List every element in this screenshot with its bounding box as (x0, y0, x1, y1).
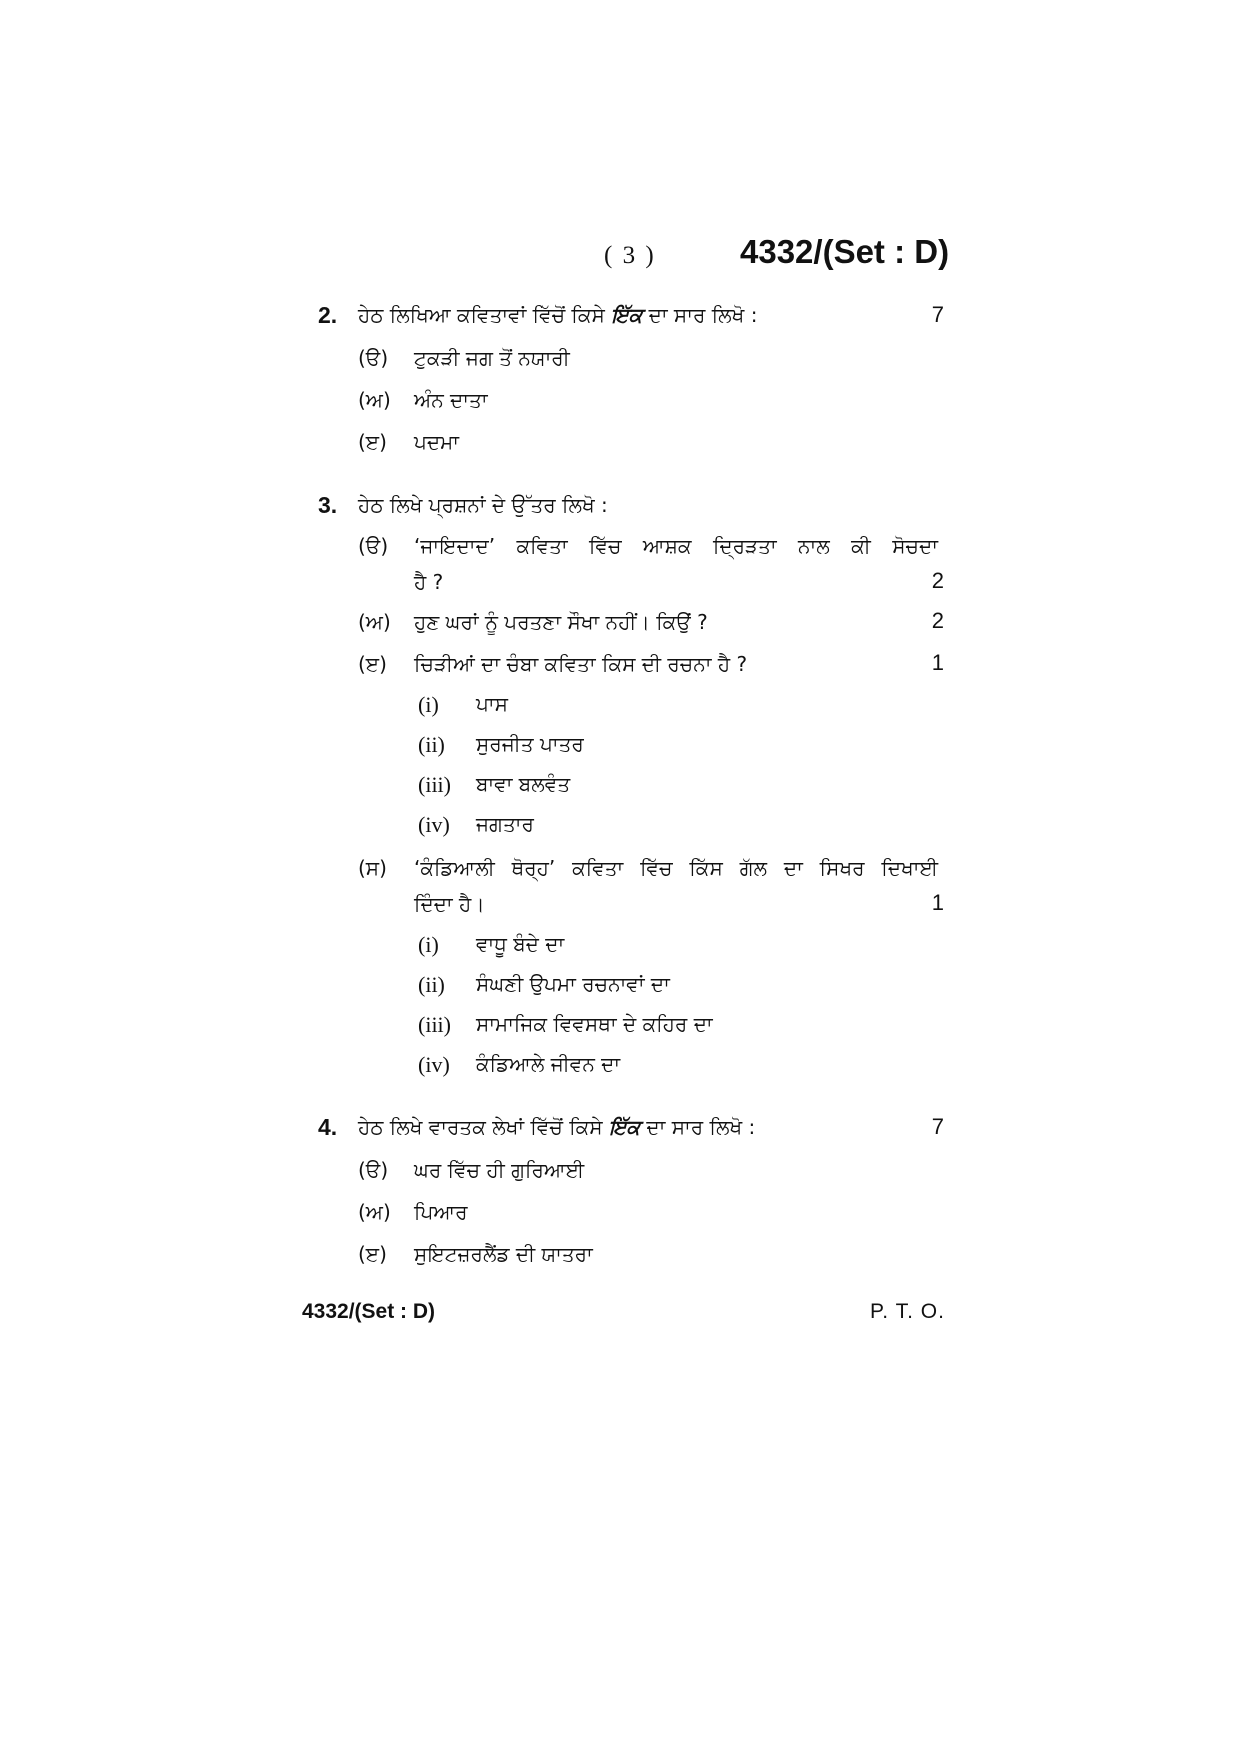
q3-part-label: (ਸ) (358, 856, 387, 880)
question-4-text (358, 1115, 755, 1139)
q2-option-text: ਅੰਨ ਦਾਤਾ (414, 388, 488, 412)
question-2-text-before: ਹੇਠ ਲਿਖਿਆ ਕਵਿਤਾਵਾਂ ਵਿੱਚੋਂ ਕਿਸੇ (358, 303, 605, 327)
choice-number: (iii) (418, 772, 451, 797)
q3-part-text: ਚਿੜੀਆਂ ਦਾ ਚੰਬਾ ਕਵਿਤਾ ਕਿਸ ਦੀ ਰਚਨਾ ਹੈ ? (414, 652, 748, 676)
q3-part-text: ਹੁਣ ਘਰਾਂ ਨੂੰ ਪਰਤਣਾ ਸੌਖਾ ਨਹੀਂ। ਕਿਉਂ ? (414, 610, 708, 634)
q4-option-text: ਸੁਇਟਜ਼ਰਲੈਂਡ ਦੀ ਯਾਤਰਾ (414, 1242, 593, 1266)
q4-option-text: ਘਰ ਵਿੱਚ ਹੀ ਗੁਰਿਆਈ (414, 1158, 585, 1182)
choice-number: (i) (418, 932, 439, 957)
choice-text: ਸੰਘਣੀ ਉਪਮਾ ਰਚਨਾਵਾਂ ਦਾ (476, 972, 670, 996)
q2-option-text: ਟੁਕੜੀ ਜਗ ਤੋਂ ਨਯਾਰੀ (414, 346, 570, 370)
question-2-number: 2. (318, 302, 338, 328)
q2-option-text: ਪਦਮਾ (414, 430, 460, 454)
question-2-marks: 7 (931, 302, 944, 327)
choice-text: ਸਾਮਾਜਿਕ ਵਿਵਸਥਾ ਦੇ ਕਹਿਰ ਦਾ (476, 1012, 713, 1036)
q2-option-label: (ੲ) (358, 430, 387, 454)
page-number: ( 3 ) (604, 242, 656, 269)
q2-option-label: (ੳ) (358, 346, 389, 370)
q3-part-marks: 1 (931, 890, 944, 915)
q4-option-label: (ੲ) (358, 1242, 387, 1266)
q3-part-label: (ੳ) (358, 534, 389, 558)
choice-number: (i) (418, 692, 439, 717)
choice-text: ਕੰਡਿਆਲੇ ਜੀਵਨ ਦਾ (476, 1052, 621, 1076)
q3-part-marks: 2 (931, 608, 944, 633)
q3-part-text: ‘ਕੰਡਿਆਲੀ ਥੋਰ੍ਹ’ ਕਵਿਤਾ ਵਿੱਚ ਕਿੱਸ ਗੱਲ ਦਾ ਸਿਖਰ ਦਿਖਾਈ (414, 856, 938, 880)
question-2-text-after: ਦਾ ਸਾਰ ਲਿਖੋ : (648, 303, 758, 327)
q3-part-text: ‘ਜਾਇਦਾਦ’ ਕਵਿਤਾ ਵਿੱਚ ਆਸ਼ਕ ਦ੍ਰਿੜਤਾ ਨਾਲ ਕੀ ਸੋਚਦਾ (414, 534, 938, 558)
q4-option-label: (ਅ) (358, 1200, 391, 1224)
choice-number: (iv) (418, 1052, 450, 1077)
choice-text: ਪਾਸ (476, 692, 508, 716)
q2-option-label: (ਅ) (358, 388, 391, 412)
question-3-text: ਹੇਠ ਲਿਖੇ ਪ੍ਰਸ਼ਨਾਂ ਦੇ ਉੱਤਰ ਲਿਖੋ : (358, 493, 608, 517)
q4-option-text: ਪਿਆਰ (414, 1200, 468, 1224)
q3-part-text-continued: ਦਿੰਦਾ ਹੈ। (414, 892, 485, 916)
choice-text: ਸੁਰਜੀਤ ਪਾਤਰ (476, 732, 584, 756)
question-4-number: 4. (318, 1114, 338, 1140)
q3-part-label: (ੲ) (358, 652, 387, 676)
question-4-emphasis: ਇੱਕ (609, 1115, 641, 1139)
choice-text: ਬਾਵਾ ਬਲਵੰਤ (476, 772, 571, 796)
question-4-text-after: ਦਾ ਸਾਰ ਲਿਖੋ : (646, 1115, 756, 1139)
q3-part-marks: 1 (931, 650, 944, 675)
question-4-marks: 7 (931, 1114, 944, 1139)
paper-code-header: 4332/(Set : D) (740, 233, 950, 270)
choice-number: (iii) (418, 1012, 451, 1037)
choice-number: (iv) (418, 812, 450, 837)
question-3-number: 3. (318, 492, 338, 518)
choice-number: (ii) (418, 732, 445, 757)
q4-option-label: (ੳ) (358, 1158, 389, 1182)
choice-text: ਜਗਤਾਰ (476, 812, 534, 836)
choice-text: ਵਾਧੂ ਬੰਦੇ ਦਾ (476, 932, 565, 956)
paper-code-footer: 4332/(Set : D) (302, 1300, 436, 1323)
question-2-emphasis: ਇੱਕ (611, 303, 643, 327)
q3-part-label: (ਅ) (358, 610, 391, 634)
choice-number: (ii) (418, 972, 445, 997)
q3-part-marks: 2 (931, 568, 944, 593)
question-2-text (358, 303, 757, 327)
q3-part-text-continued: ਹੈ ? (414, 570, 444, 594)
please-turn-over: P. T. O. (870, 1300, 945, 1323)
question-4-text-before: ਹੇਠ ਲਿਖੇ ਵਾਰਤਕ ਲੇਖਾਂ ਵਿੱਚੋਂ ਕਿਸੇ (358, 1115, 603, 1139)
